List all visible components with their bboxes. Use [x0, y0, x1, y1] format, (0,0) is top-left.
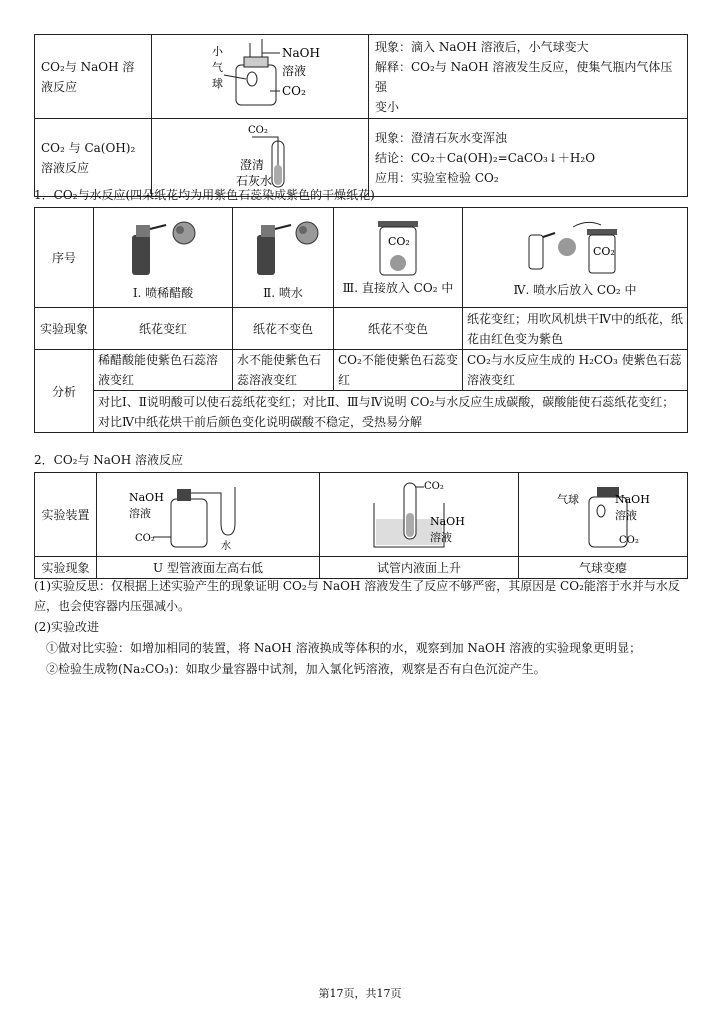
apparatus2-phenomenon: 试管内液面上升 — [320, 557, 519, 579]
u-tube-apparatus-diagram — [97, 473, 319, 553]
app3-label-2: NaOH — [615, 493, 650, 506]
spray-and-jar-icon — [463, 217, 687, 279]
s1-header-analysis: 分析 — [35, 350, 94, 433]
improve-item-2: ②检验生成物(Na₂CO₃)：如取少量容器中试剂，加入氯化钙溶液，观察是否有白色沉淀产生。 — [46, 662, 546, 676]
apparatus3-cell — [519, 473, 688, 557]
row2-desc-3: 应用：实验室检验 CO₂ — [375, 170, 499, 185]
page-footer: 第17页，共17页 — [318, 987, 402, 1000]
exp1-caption: Ⅰ. 喷稀醋酸 — [132, 285, 194, 300]
limewater-tube-diagram — [152, 119, 368, 193]
s1-header-index: 序号 — [35, 208, 94, 308]
fig1-label-5: 溶液 — [282, 64, 307, 78]
s1-header-phenomenon: 实验现象 — [35, 308, 94, 350]
gas-jar-icon — [334, 219, 462, 277]
apparatus3-phenomenon: 气球变瘪 — [519, 557, 688, 579]
row1-name-cell — [35, 35, 152, 119]
exp3-jar-label: CO₂ — [388, 235, 410, 248]
row1-name: CO₂与 NaOH 溶液反应 — [41, 59, 135, 94]
exp2-caption: Ⅱ. 喷水 — [263, 285, 303, 300]
balloon-bottle-diagram — [152, 35, 368, 115]
beaker-tube-apparatus-diagram — [320, 473, 518, 553]
row2-desc-cell — [369, 119, 688, 197]
improve-title: (2)实验改进 — [34, 620, 99, 634]
exp2-analysis: 水不能使紫色石蕊溶液变红 — [233, 350, 334, 391]
section2-heading: 2．CO₂与 NaOH 溶液反应 — [34, 453, 184, 467]
row1-desc-2: 解释：CO₂与 NaOH 溶液发生反应，使集气瓶内气体压强 — [375, 59, 673, 94]
s2-header-apparatus: 实验装置 — [35, 473, 97, 557]
section1-table — [34, 207, 688, 433]
exp4-cell — [463, 208, 688, 308]
app1-label-4: 水 — [221, 541, 231, 552]
exp1-analysis: 稀醋酸能使紫色石蕊溶液变红 — [94, 350, 233, 391]
app3-label-1: 气球 — [557, 493, 579, 506]
app2-label-3: 溶液 — [430, 531, 452, 544]
row1-desc-3: 变小 — [375, 99, 400, 114]
fig2-label-2: 澄清 — [240, 158, 265, 172]
row1-desc-1: 现象：滴入 NaOH 溶液后，小气球变大 — [375, 39, 589, 54]
app3-label-3: 溶液 — [615, 509, 637, 522]
exp3-caption: Ⅲ. 直接放入 CO₂ 中 — [342, 281, 454, 295]
exp3-analysis: CO₂不能使紫色石蕊变红 — [334, 350, 463, 391]
exp1-cell — [94, 208, 233, 308]
fig1-label-2: 气 — [212, 61, 223, 74]
section2-table — [34, 472, 688, 579]
exp4-jar-label: CO₂ — [593, 245, 615, 258]
spray-bottle-icon — [233, 215, 333, 281]
exp4-phenomenon: 纸花变红；用吹风机烘干Ⅳ中的纸花，纸花由红色变为紫色 — [463, 308, 688, 350]
row2-name: CO₂ 与 Ca(OH)₂ 溶液反应 — [41, 140, 136, 175]
exp2-phenomenon: 纸花不变色 — [233, 308, 334, 350]
row2-desc-1: 现象：澄清石灰水变浑浊 — [375, 130, 508, 145]
row1-desc-cell — [369, 35, 688, 119]
fig1-label-6: CO₂ — [282, 84, 306, 98]
section1-heading: 1．CO₂与水反应(四朵纸花均为用紫色石蕊染成紫色的干燥纸花) — [34, 188, 375, 202]
fig1-label-4: NaOH — [282, 46, 320, 60]
fig1-label-3: 球 — [212, 77, 223, 90]
exp2-cell — [233, 208, 334, 308]
exp4-analysis: CO₂与水反应生成的 H₂CO₃ 使紫色石蕊溶液变红 — [463, 350, 688, 391]
exp3-phenomenon: 纸花不变色 — [334, 308, 463, 350]
app1-label-1: NaOH — [129, 491, 164, 504]
s2-header-phenomenon: 实验现象 — [35, 557, 97, 579]
apparatus2-cell — [320, 473, 519, 557]
fig2-label-3: 石灰水 — [236, 174, 273, 188]
apparatus1-cell — [97, 473, 320, 557]
app1-label-2: 溶液 — [129, 507, 151, 520]
fig2-label-1: CO₂ — [248, 125, 268, 136]
app2-label-2: NaOH — [430, 515, 465, 528]
improve-item-1: ①做对比实验：如增加相同的装置，将 NaOH 溶液换成等体积的水，观察到加 NaOH 溶液的实验现象更明显； — [46, 641, 642, 655]
exp4-caption: Ⅳ. 喷水后放入 CO₂ 中 — [513, 283, 637, 297]
spray-bottle-icon — [94, 215, 232, 281]
row2-desc-2: 结论：CO₂＋Ca(OH)₂=CaCO₃↓＋H₂O — [375, 150, 596, 165]
app2-label-1: CO₂ — [424, 481, 444, 492]
reflection-paragraph: (1)实验反思：仅根据上述实验产生的现象证明 CO₂与 NaOH 溶液发生了反应不够严密，其原因是 CO₂能溶于水并与水反应，也会使容器内压强减小。 — [34, 579, 680, 613]
fig1-label-1: 小 — [212, 45, 223, 58]
exp3-cell — [334, 208, 463, 308]
section1-summary: 对比Ⅰ、Ⅱ说明酸可以使石蕊纸花变红；对比Ⅱ、Ⅲ与Ⅳ说明 CO₂与水反应生成碳酸，碳酸能使石蕊纸花变红；对比Ⅳ中纸花烘干前后颜色变化说明碳酸不稳定，受热易分解 — [94, 391, 688, 433]
apparatus1-phenomenon: U 型管液面左高右低 — [97, 557, 320, 579]
exp1-phenomenon: 纸花变红 — [94, 308, 233, 350]
row1-figure-cell — [152, 35, 369, 119]
balloon-flask-apparatus-diagram — [519, 473, 687, 553]
app1-label-3: CO₂ — [135, 533, 155, 544]
top-table — [34, 34, 688, 197]
app3-label-4: CO₂ — [619, 535, 639, 546]
